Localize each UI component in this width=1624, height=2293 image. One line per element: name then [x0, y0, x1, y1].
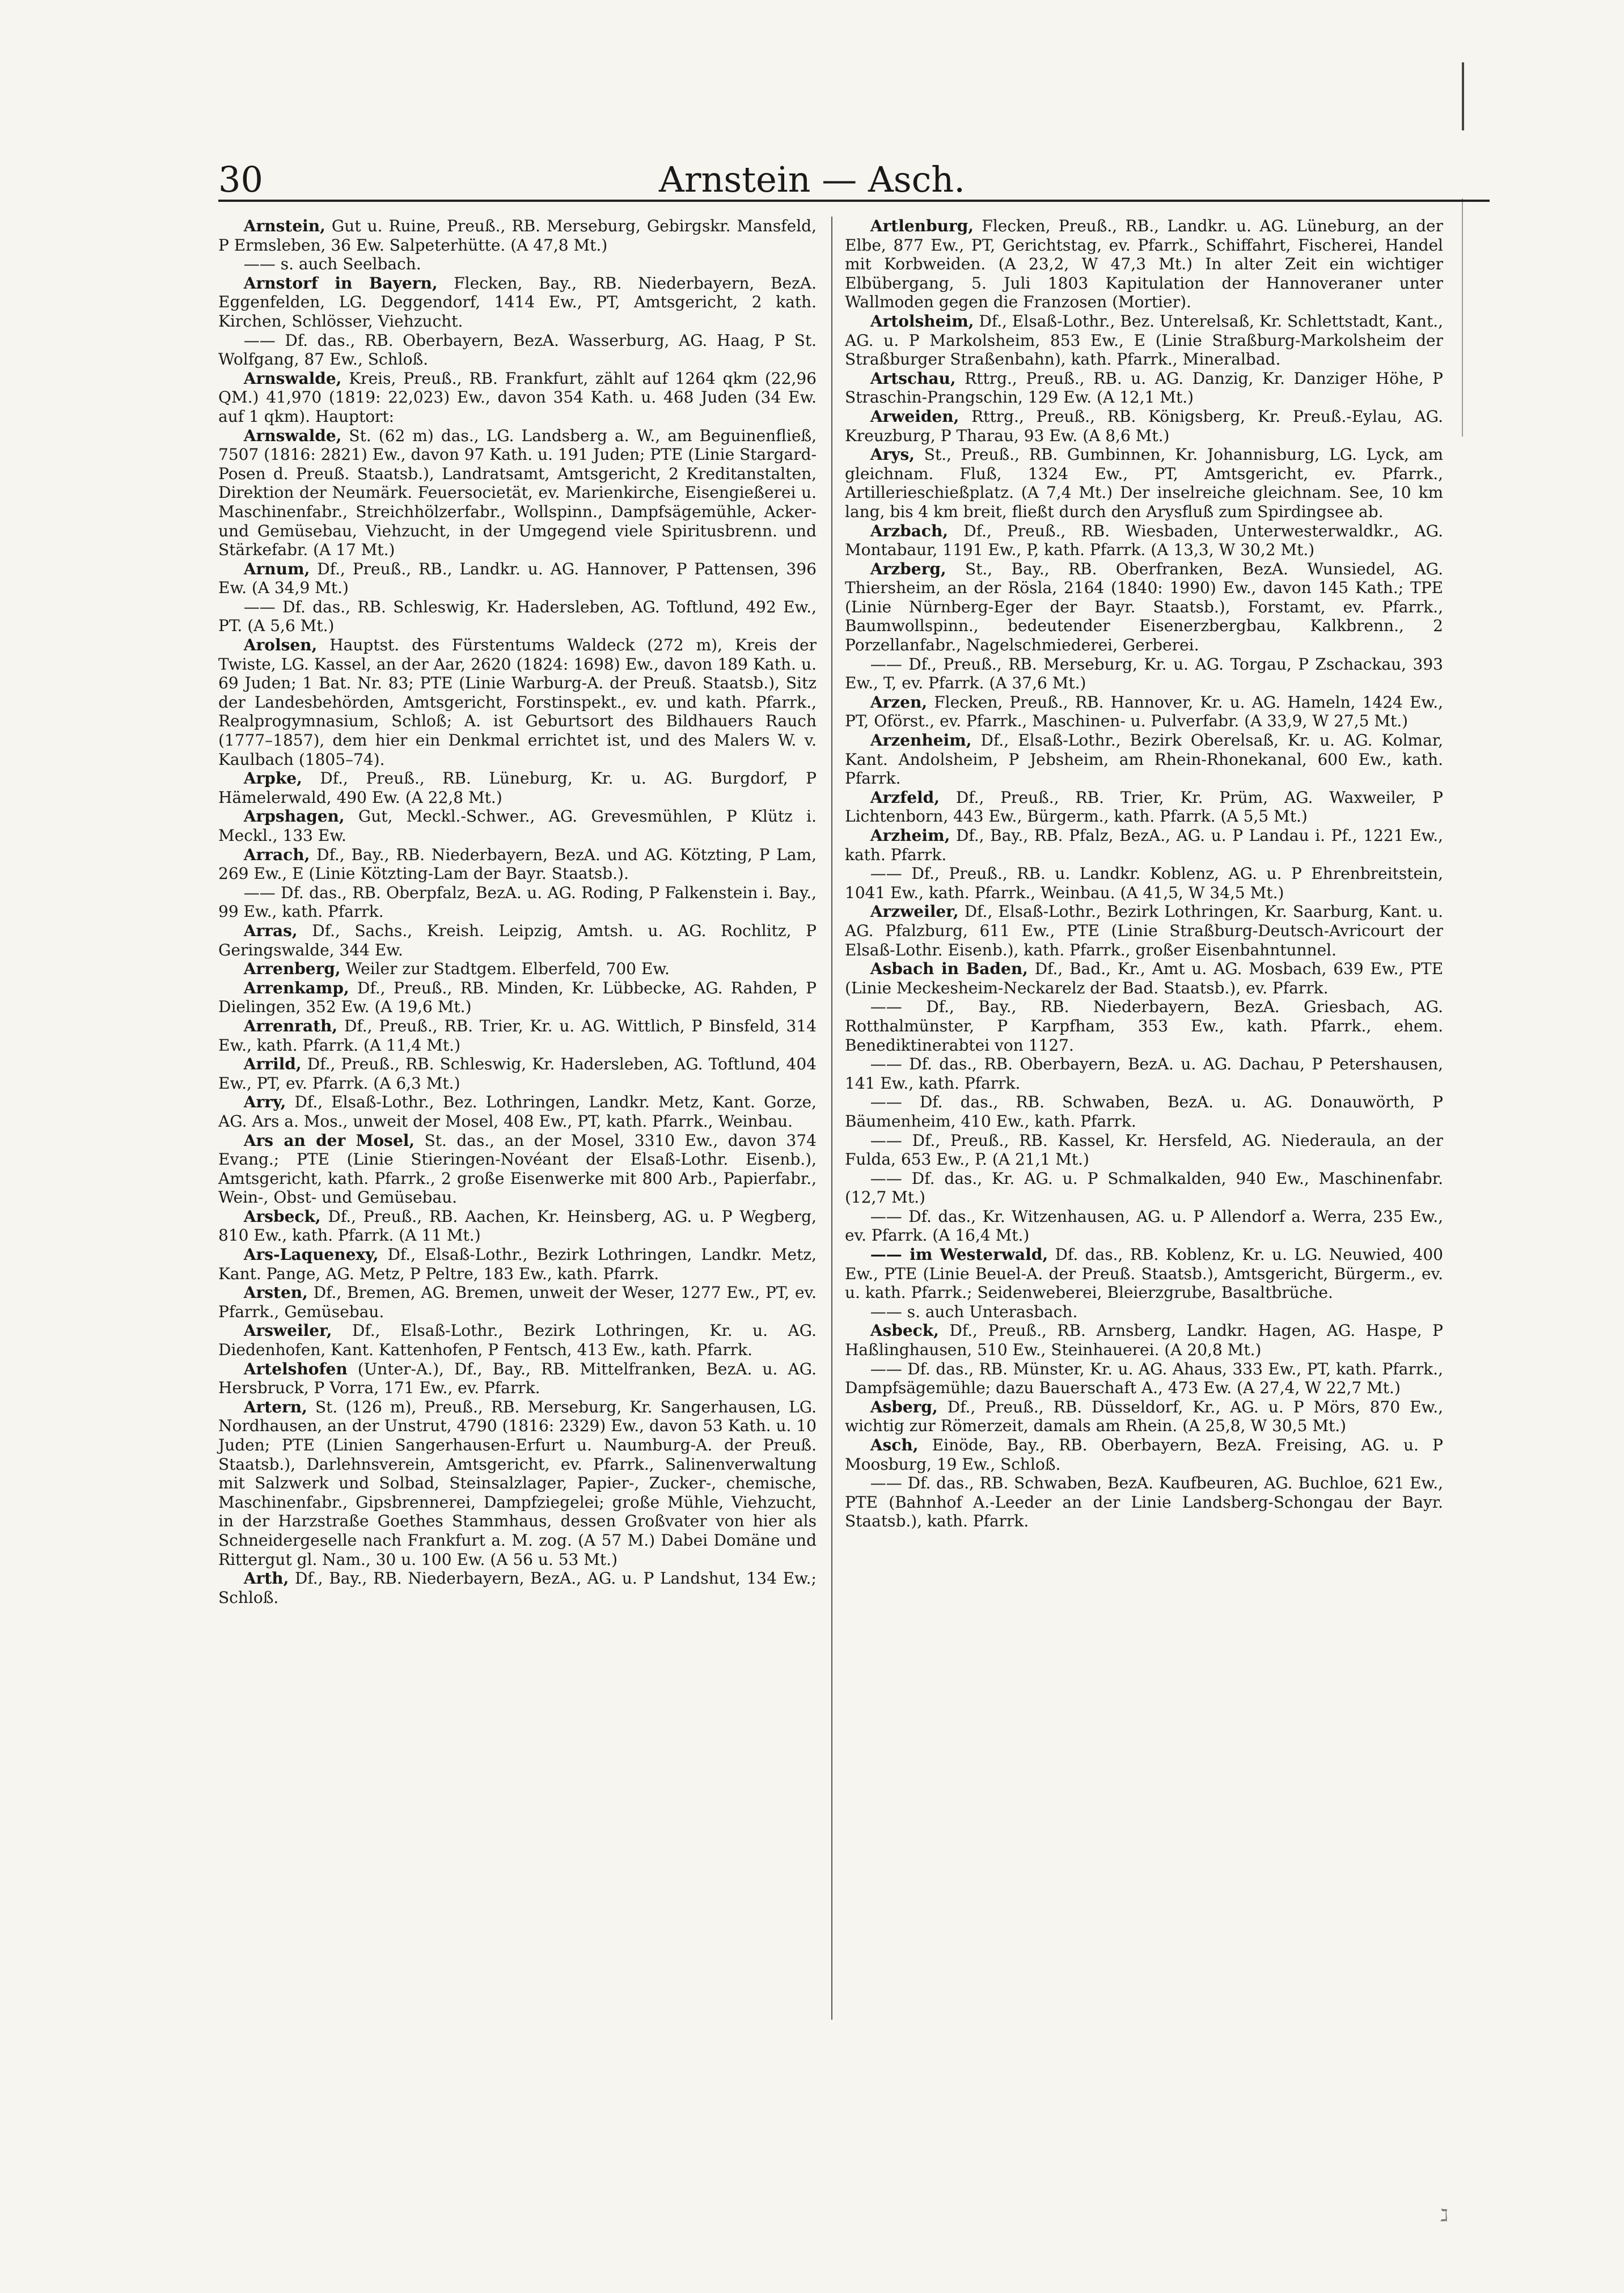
gazetteer-entry [218, 1131, 817, 1207]
gazetteer-entry [845, 560, 1443, 655]
entry-headword: Arzbach, [870, 521, 949, 540]
gazetteer-entry [845, 1474, 1443, 1531]
gazetteer-entry [218, 217, 817, 255]
entry-headword: Arnstorf in Bayern, [243, 273, 438, 293]
gazetteer-entry [845, 1169, 1443, 1207]
entry-text: (Unter-A.), Df., Bay., RB. Mittelfranken, BezA. u. AG. Hersbruck, P Vorra, 171 Ew., ev. Pfarrk. [218, 1359, 817, 1398]
gazetteer-entry [218, 636, 817, 769]
entry-text: St. (62 m) das., LG. Landsberg a. W., am Beguinenfließ, 7507 (1816: 2821) Ew., davon 97 Kath. u. 191 Juden; PTE (Linie Stargard-Posen d. Preuß. Staatsb.), Landratsamt, Amtsgericht, 2 Kreditanstalten, Direktion der Neumärk. Feuersocietät, ev. Marienkirche, Eisengießerei u. Maschinenfabr., Streichhölzerfabr., Wollspinn., Dampfsägemühle, Acker- und Gemüsebau, Viehzucht, in der Umgegend viele Spiritusbrenn. und Stärkefabr. (A 17 Mt.) [218, 426, 817, 560]
entry-text: Df., Preuß., RB. Trier, Kr. u. AG. Wittlich, P Binsfeld, 314 Ew., kath. Pfarrk. (A 11,4 Mt.) [218, 1016, 817, 1055]
gazetteer-entry [218, 1245, 817, 1283]
gazetteer-entry [845, 1207, 1443, 1245]
gazetteer-entry [218, 274, 817, 331]
gazetteer-entry [845, 788, 1443, 826]
entry-text: —— Df. das., RB. Schwaben, BezA. u. AG. Donauwörth, P Bäumenheim, 410 Ew., kath. Pfarrk. [845, 1093, 1443, 1131]
entry-text: Df., Preuß., RB. Düsseldorf, Kr., AG. u. P Mörs, 870 Ew., wichtig zur Römerzeit, damals am Rhein. (A 25,8, W 30,5 Mt.) [845, 1397, 1443, 1436]
column-divider [831, 217, 832, 2020]
gazetteer-entry [845, 1131, 1443, 1169]
entry-text: Einöde, Bay., RB. Oberbayern, BezA. Freising, AG. u. P Moosburg, 19 Ew., Schloß. [845, 1436, 1443, 1474]
entry-text: Flecken, Preuß., RB., Landkr. u. AG. Lüneburg, an der Elbe, 877 Ew., PT, Gerichtstag, ev. Pfarrk., Schiffahrt, Fischerei, Handel mit Korbweiden. (A 23,2, W 47,3 Mt.) In alter Zeit ein wichtiger Elbübergang, 5. Juli 1803 Kapitulation der Hannoveraner unter Wallmoden gegen die Franzosen (Mortier). [845, 217, 1443, 312]
entry-headword: Asch, [870, 1436, 919, 1454]
gazetteer-entry [845, 1055, 1443, 1093]
entry-text: Df., Preuß., RB. Aachen, Kr. Heinsberg, AG. u. P Wegberg, 810 Ew., kath. Pfarrk. (A 11 Mt.) [218, 1207, 817, 1245]
entry-headword: Arsweiler, [243, 1321, 332, 1340]
entry-headword: Asbeck, [870, 1321, 939, 1340]
entry-text: Df., Preuß., RB. Trier, Kr. Prüm, AG. Waxweiler, P Lichtenborn, 443 Ew., Bürgerm., kath. Pfarrk. (A 5,5 Mt.) [845, 788, 1443, 826]
entry-text: —— Df., Preuß., RB. Merseburg, Kr. u. AG. Torgau, P Zschackau, 393 Ew., T, ev. Pfarrk. (A 37,6 Mt.) [845, 654, 1443, 693]
entry-headword: Asbach in Baden, [870, 959, 1028, 979]
entry-text: Df., Preuß., RB. Arnsberg, Landkr. Hagen, AG. Haspe, P Haßlinghausen, 510 Ew., Steinhauerei. (A 20,8 Mt.) [845, 1321, 1443, 1360]
header-rule [218, 200, 1490, 202]
entry-headword: Arzfeld, [870, 788, 940, 807]
gazetteer-entry [845, 1360, 1443, 1398]
entry-text: Gut u. Ruine, Preuß., RB. Merseburg, Gebirgskr. Mansfeld, P Ermsleben, 36 Ew. Salpeterhütte. (A 47,8 Mt.) [218, 217, 817, 255]
page-edge-mark [1462, 62, 1464, 130]
gazetteer-entry [218, 921, 817, 959]
entry-headword: Asberg, [870, 1397, 938, 1416]
entry-headword: Ars an der Mosel, [243, 1131, 415, 1150]
entry-headword: Artern, [243, 1397, 307, 1416]
gazetteer-entry [218, 979, 817, 1017]
entry-text: Gut, Meckl.-Schwer., AG. Grevesmühlen, P Klütz i. Meckl., 133 Ew. [218, 807, 817, 845]
gazetteer-entry [845, 1398, 1443, 1436]
entry-headword: —— im Westerwald, [870, 1245, 1048, 1264]
gazetteer-entry [218, 1093, 817, 1131]
gazetteer-entry [845, 1245, 1443, 1302]
gazetteer-entry [845, 217, 1443, 312]
gazetteer-entry [218, 769, 817, 807]
left-column [218, 217, 817, 1607]
entry-headword: Arry, [243, 1093, 286, 1112]
entry-headword: Arolsen, [243, 636, 318, 655]
gazetteer-entry [845, 826, 1443, 864]
gazetteer-entry [218, 1569, 817, 1607]
entry-text: Kreis, Preuß., RB. Frankfurt, zählt auf 1264 qkm (22,96 QM.) 41,970 (1819: 22,023) Ew., davon 354 Kath. u. 468 Juden (34 Ew. auf 1 qkm). Hauptort: [218, 369, 817, 426]
entry-text: Df., Bay., RB. Niederbayern, BezA., AG. u. P Landshut, 134 Ew.; Schloß. [218, 1569, 817, 1607]
entry-text: —— Df. das., RB. Schleswig, Kr. Hadersleben, AG. Toftlund, 492 Ew., PT. (A 5,6 Mt.) [218, 597, 817, 636]
gazetteer-entry [218, 426, 817, 560]
gazetteer-entry [845, 864, 1443, 902]
entry-text: Df., Preuß., RB. Schleswig, Kr. Hadersleben, AG. Toftlund, 404 Ew., PT, ev. Pfarrk. (A 6,3 Mt.) [218, 1055, 817, 1093]
entry-headword: Arsbeck, [243, 1207, 321, 1226]
entry-headword: Artelshofen [243, 1359, 348, 1378]
entry-text: Df., Preuß., RB. Wiesbaden, Unterwesterwaldkr., AG. Montabaur, 1191 Ew., P, kath. Pfarrk. (A 13,3, W 30,2 Mt.) [845, 521, 1443, 560]
entry-headword: Arth, [243, 1569, 289, 1588]
gazetteer-entry [845, 902, 1443, 959]
entry-text: Rttrg., Preuß., RB. u. AG. Danzig, Kr. Danziger Höhe, P Straschin-Prangschin, 129 Ew. (A 12,1 Mt.) [845, 369, 1443, 407]
page-number: 30 [218, 159, 263, 200]
entry-text: Weiler zur Stadtgem. Elberfeld, 700 Ew. [340, 959, 670, 979]
entry-headword: Arweiden, [870, 407, 959, 426]
gazetteer-entry [218, 255, 817, 274]
right-column [845, 217, 1443, 1531]
entry-text: Flecken, Preuß., RB. Hannover, Kr. u. AG. Hameln, 1424 Ew., PT, Oförst., ev. Pfarrk., Maschinen- u. Pulverfabr. (A 33,9, W 27,5 Mt.) [845, 692, 1443, 731]
entry-text: Df., Bay., RB. Niederbayern, BezA. und AG. Kötzting, P Lam, 269 Ew., E (Linie Kötzting-Lam der Bayr. Staatsb.). [218, 845, 817, 883]
entry-headword: Arpshagen, [243, 807, 345, 826]
entry-text: —— Df. das., RB. Oberbayern, BezA. u. AG. Dachau, P Petershausen, 141 Ew., kath. Pfarrk. [845, 1055, 1443, 1093]
entry-text: —— s. auch Unterasbach. [870, 1302, 1078, 1321]
entry-text: —— s. auch Seelbach. [243, 255, 421, 274]
entry-text: —— Df., Preuß., RB. Kassel, Kr. Hersfeld, AG. Niederaula, an der Fulda, 653 Ew., P. (A 21,1 Mt.) [845, 1131, 1443, 1169]
gazetteer-entry [845, 1302, 1443, 1322]
gazetteer-entry [218, 369, 817, 426]
gazetteer-entry [218, 1017, 817, 1055]
entry-text: Df., Elsaß-Lothr., Bezirk Lothringen, Landkr. Metz, Kant. Pange, AG. Metz, P Peltre, 183 Ew., kath. Pfarrk. [218, 1245, 817, 1283]
running-title: Arnstein — Asch. [659, 159, 965, 200]
entry-headword: Arzen, [870, 692, 928, 712]
entry-text: —— Df. das., RB. Oberbayern, BezA. Wasserburg, AG. Haag, P St. Wolfgang, 87 Ew., Schloß. [218, 331, 817, 369]
entry-headword: Arnum, [243, 559, 310, 578]
entry-text: Flecken, Bay., RB. Niederbayern, BezA. Eggenfelden, LG. Deggendorf, 1414 Ew., PT, Amtsgericht, 2 kath. Kirchen, Schlösser, Viehzucht. [218, 273, 817, 331]
entry-text: Df., Elsaß-Lothr., Bez. Unterelsaß, Kr. Schlettstadt, Kant., AG. u. P Markolsheim, 853 Ew., E (Linie Straßburg-Markolsheim der Straßburger Straßenbahn), kath. Pfarrk., Mineralbad. [845, 311, 1443, 369]
gazetteer-entry [845, 407, 1443, 445]
gazetteer-entry [218, 331, 817, 369]
entry-text: St., Preuß., RB. Gumbinnen, Kr. Johannisburg, LG. Lyck, am gleichnam. Fluß, 1324 Ew., PT, Amtsgericht, ev. Pfarrk., Artillerieschießplatz. (A 7,4 Mt.) Der inselreiche gleichnam. See, 10 km lang, bis 4 km breit, fließt durch den Arysfluß zum Spirdingsee ab. [845, 445, 1443, 521]
gazetteer-entry [845, 1436, 1443, 1474]
entry-text: Df., Sachs., Kreish. Leipzig, Amtsh. u. AG. Rochlitz, P Geringswalde, 344 Ew. [218, 921, 817, 959]
gazetteer-entry [845, 1093, 1443, 1131]
entry-text: —— Df. das., Kr. Witzenhausen, AG. u. P Allendorf a. Werra, 235 Ew., ev. Pfarrk. (A 16,4 Mt.) [845, 1207, 1443, 1245]
gazetteer-entry [218, 1321, 817, 1359]
entry-text: Df., Elsaß-Lothr., Bez. Lothringen, Landkr. Metz, Kant. Gorze, AG. Ars a. Mos., unweit der Mosel, 408 Ew., PT, kath. Pfarrk., Weinbau. [218, 1093, 817, 1131]
gazetteer-entry [218, 883, 817, 921]
gazetteer-entry [845, 369, 1443, 407]
entry-text: —— Df. das., RB. Schwaben, BezA. Kaufbeuren, AG. Buchloe, 621 Ew., PTE (Bahnhof A.-Leeder an der Linie Landsberg-Schongau der Bayr. Staatsb.), kath. Pfarrk. [845, 1474, 1443, 1531]
entry-headword: Arys, [870, 445, 915, 464]
entry-text: Df., Preuß., RB. Lüneburg, Kr. u. AG. Burgdorf, P Hämelerwald, 490 Ew. (A 22,8 Mt.) [218, 769, 817, 807]
entry-headword: Arzheim, [870, 826, 950, 845]
gazetteer-entry [845, 445, 1443, 521]
entry-headword: Arpke, [243, 769, 302, 788]
entry-text: —— Df. das., Kr. AG. u. P Schmalkalden, 940 Ew., Maschinenfabr. (12,7 Mt.) [845, 1169, 1443, 1207]
entry-headword: Arzweiler, [870, 902, 959, 921]
gazetteer-entry [218, 845, 817, 883]
entry-headword: Artlenburg, [870, 217, 974, 235]
entry-headword: Arrild, [243, 1055, 302, 1074]
gazetteer-entry [845, 693, 1443, 731]
entry-headword: Arnstein, [243, 217, 325, 235]
gazetteer-entry [218, 807, 817, 845]
entry-text: Df., Elsaß-Lothr., Bezirk Lothringen, Kr. u. AG. Diedenhofen, Kant. Kattenhofen, P Fentsch, 413 Ew., kath. Pfarrk. [218, 1321, 817, 1360]
gazetteer-entry [218, 1283, 817, 1321]
entry-headword: Artolsheim, [870, 311, 974, 331]
entry-headword: Arzberg, [870, 559, 946, 578]
entry-text: Df., Preuß., RB., Landkr. u. AG. Hannover, P Pattensen, 396 Ew. (A 34,9 Mt.) [218, 559, 817, 598]
gazetteer-entry [845, 731, 1443, 788]
entry-text: Df., Bay., RB. Pfalz, BezA., AG. u. P Landau i. Pf., 1221 Ew., kath. Pfarrk. [845, 826, 1443, 864]
entry-headword: Arrenrath, [243, 1016, 338, 1035]
entry-text: Df., Preuß., RB. Minden, Kr. Lübbecke, AG. Rahden, P Dielingen, 352 Ew. (A 19,6 Mt.) [218, 978, 817, 1017]
entry-text: Rttrg., Preuß., RB. Königsberg, Kr. Preuß.-Eylau, AG. Kreuzburg, P Tharau, 93 Ew. (A 8,6 Mt.) [845, 407, 1443, 445]
gazetteer-entry [218, 560, 817, 598]
entry-text: Df., Bremen, AG. Bremen, unweit der Weser, 1277 Ew., PT, ev. Pfarrk., Gemüsebau. [218, 1283, 817, 1321]
gazetteer-entry [218, 959, 817, 979]
page-edge-mark [1462, 198, 1463, 437]
gazetteer-entry [845, 655, 1443, 693]
entry-text: —— Df. das., RB. Münster, Kr. u. AG. Ahaus, 333 Ew., PT, kath. Pfarrk., Dampfsägemühle; dazu Bauerschaft A., 473 Ew. (A 27,4, W 22,7 Mt.) [845, 1359, 1443, 1398]
entry-text: Hauptst. des Fürstentums Waldeck (272 m), Kreis der Twiste, LG. Kassel, an der Aar, 2620 (1824: 1698) Ew., davon 189 Kath. u. 69 Juden; 1 Bat. Nr. 83; PTE (Linie Warburg-A. der Preuß. Staatsb.), Sitz der Landesbehörden, Amtsgericht, Forstinspekt., ev. und kath. Pfarrk., Realprogymnasium, Schloß; A. ist Geburtsort des Bildhauers Rauch (1777–1857), dem hier ein Denkmal errichtet ist, und des Malers W. v. Kaulbach (1805–74). [218, 636, 817, 769]
entry-text: St. das., an der Mosel, 3310 Ew., davon 374 Evang.; PTE (Linie Stieringen-Novéant der Elsaß-Lothr. Eisenb.), Amtsgericht, kath. Pfarrk., 2 große Eisenwerke mit 800 Arb., Papierfabr., Wein-, Obst- und Gemüsebau. [218, 1131, 817, 1207]
entry-text: Df. das., RB. Koblenz, Kr. u. LG. Neuwied, 400 Ew., PTE (Linie Beuel-A. der Preuß. Staatsb.), Amtsgericht, Bürgerm., ev. u. kath. Pfarrk.; Seidenweberei, Bleierzgrube, Basaltbrüche. [845, 1245, 1443, 1302]
gazetteer-entry [845, 312, 1443, 369]
gazetteer-entry [845, 997, 1443, 1055]
entry-headword: Arnswalde, [243, 369, 342, 388]
entry-headword: Arrenberg, [243, 959, 341, 979]
entry-headword: Arnswalde, [243, 426, 342, 445]
entry-text: —— Df. das., RB. Oberpfalz, BezA. u. AG. Roding, P Falkenstein i. Bay., 99 Ew., kath. Pfarrk. [218, 883, 817, 921]
entry-headword: Ars-Laquenexy, [243, 1245, 379, 1264]
gazetteer-entry [845, 522, 1443, 560]
gazetteer-entry [218, 598, 817, 636]
entry-headword: Artschau, [870, 369, 956, 388]
entry-text: St., Bay., RB. Oberfranken, BezA. Wunsiedel, AG. Thiersheim, an der Rösla, 2164 (1840: 1990) Ew., davon 145 Kath.; TPE (Linie Nürnberg-Eger der Bayr. Staatsb.), Forstamt, ev. Pfarrk., Baumwollspinn., bedeutender Eisenerzbergbau, Kalkbrenn., 2 Porzellanfabr., Nagelschmiederei, Gerberei. [845, 559, 1443, 655]
entry-headword: Arras, [243, 921, 298, 940]
corner-mark: ℷ [1440, 2206, 1448, 2226]
gazetteer-entry [218, 1360, 817, 1398]
gazetteer-entry [218, 1398, 817, 1569]
entry-text: Df., Bad., Kr., Amt u. AG. Mosbach, 639 Ew., PTE (Linie Meckesheim-Neckarelz der Bad. Staatsb.), ev. Pfarrk. [845, 959, 1444, 997]
entry-headword: Arrenkamp, [243, 978, 349, 997]
gazetteer-entry [218, 1207, 817, 1245]
entry-text: Df., Elsaß-Lothr., Bezirk Lothringen, Kr. Saarburg, Kant. u. AG. Pfalzburg, 611 Ew., PTE (Linie Straßburg-Deutsch-Avricourt der Elsaß-Lothr. Eisenb.), kath. Pfarrk., großer Eisenbahntunnel. [845, 902, 1443, 959]
entry-text: St. (126 m), Preuß., RB. Merseburg, Kr. Sangerhausen, LG. Nordhausen, an der Unstrut, 4790 (1816: 2329) Ew., davon 53 Kath. u. 10 Juden; PTE (Linien Sangerhausen-Erfurt u. Naumburg-A. der Preuß. Staatsb.), Darlehnsverein, Amtsgericht, ev. Pfarrk., Salinenverwaltung mit Salzwerk und Solbad, Steinsalzlager, Papier-, Zucker-, chemische, Maschinenfabr., Gipsbrennerei, Dampfziegelei; große Mühle, Viehzucht, in der Harzstraße Goethes Stammhaus, dessen Großvater von hier als Schneidergeselle nach Frankfurt a. M. zog. (A 57 M.) Dabei Domäne und Rittergut gl. Nam., 30 u. 100 Ew. (A 56 u. 53 Mt.) [218, 1397, 817, 1569]
entry-text: Df., Elsaß-Lothr., Bezirk Oberelsaß, Kr. u. AG. Kolmar, Kant. Andolsheim, P Jebsheim, am Rhein-Rhonekanal, 600 Ew., kath. Pfarrk. [845, 731, 1443, 788]
entry-headword: Arzenheim, [870, 731, 972, 750]
entry-text: —— Df., Preuß., RB. u. Landkr. Koblenz, AG. u. P Ehrenbreitstein, 1041 Ew., kath. Pfarrk., Weinbau. (A 41,5, W 34,5 Mt.) [845, 864, 1443, 902]
gazetteer-entry [218, 1055, 817, 1093]
gazetteer-entry [845, 1321, 1443, 1359]
entry-text: —— Df., Bay., RB. Niederbayern, BezA. Griesbach, AG. Rotthalmünster, P Karpfham, 353 Ew., kath. Pfarrk., ehem. Benediktinerabtei von 1127. [845, 997, 1443, 1055]
entry-headword: Arrach, [243, 845, 310, 864]
entry-headword: Arsten, [243, 1283, 308, 1302]
gazetteer-entry [845, 959, 1443, 997]
